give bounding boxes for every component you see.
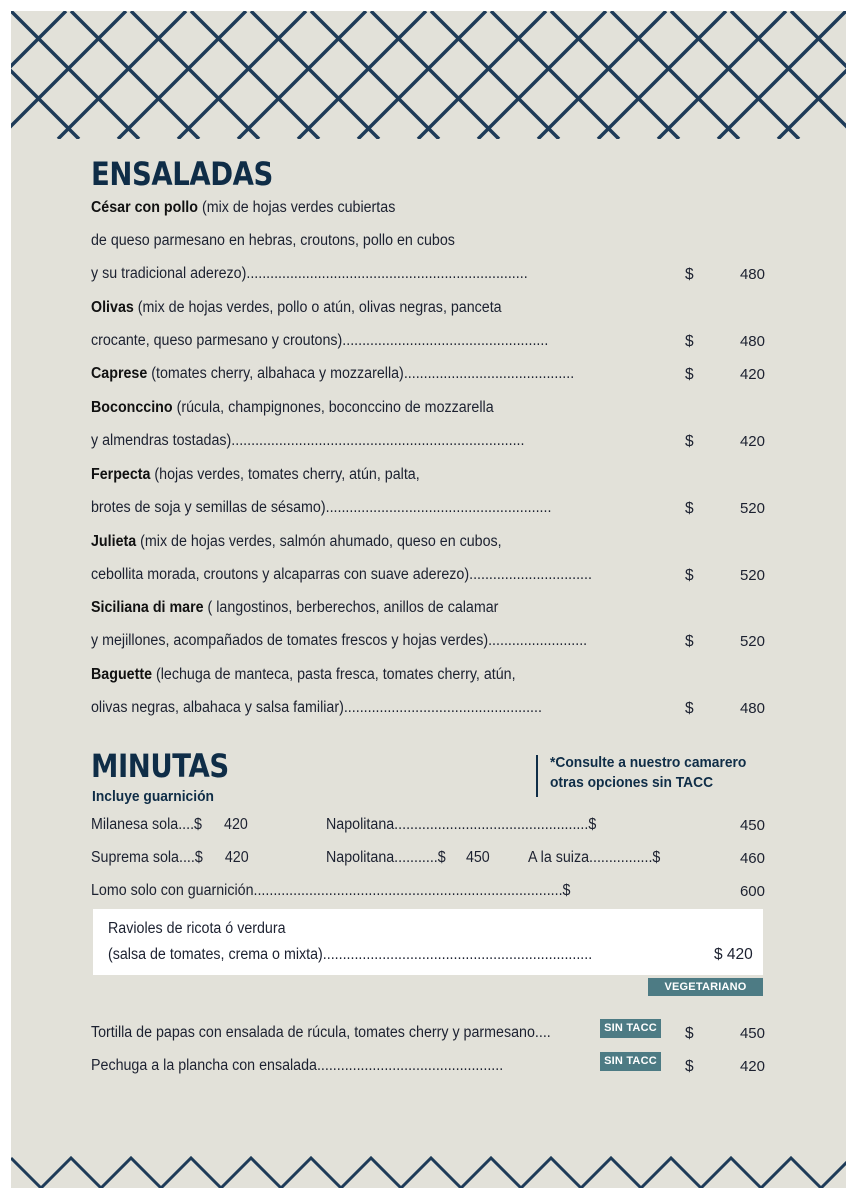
currency-symbol: $ [685,567,694,584]
currency-symbol: $ [685,500,694,517]
currency-symbol: $ [685,1025,694,1042]
menu-item-cesar: César con pollo (mix de hojas verdes cubiertas [91,199,396,216]
menu-item-siciliana: Siciliana di mare ( langostinos, berberechos, anillos de calamar [91,599,499,616]
menu-item-julieta: Julieta (mix de hojas verdes, salmón ahumado, queso en cubos, [91,533,502,550]
price-boconccino: 420 [739,433,765,450]
price-lomo: 600 [739,883,765,900]
currency-symbol: $ [685,433,694,450]
ravioles-desc: (salsa de tomates, crema o mixta).................................................................... [108,946,593,963]
note-divider [536,755,538,797]
menu-item-siciliana-line2: y mejillones, acompañados de tomates frescos y hojas verdes)......................... [91,632,588,649]
menu-item-baguette-line2: olivas negras, albahaca y salsa familiar).................................................. [91,699,542,716]
sin-tacc-item-tortilla: Tortilla de papas con ensalada de rúcula, tomates cherry y parmesano.... [91,1024,551,1041]
minuta-lomo: Lomo solo con guarnición..............................................................................$ [91,882,571,899]
menu-item-cesar-line3: y su tradicional aderezo)....................................................................... [91,265,528,282]
price-olivas: 480 [739,333,765,350]
menu-item-ferpecta-line2: brotes de soja y semillas de sésamo)......................................................... [91,499,552,516]
menu-item-julieta-line2: cebollita morada, croutons y alcaparras con suave aderezo)............................... [91,566,592,583]
currency-symbol: $ [685,366,694,383]
minuta-milanesa: Milanesa sola....$ 420 [91,816,248,833]
menu-item-baguette: Baguette (lechuga de manteca, pasta fresca, tomates cherry, atún, [91,666,516,683]
minuta-napolitana-suprema: Napolitana...........$ 450 [326,849,490,866]
price-cesar: 480 [739,266,765,283]
sin-tacc-badge: SIN TACC [600,1052,661,1071]
minutas-subtitle: Incluye guarnición [92,788,214,805]
currency-symbol: $ [685,333,694,350]
sin-tacc-note: *Consulte a nuestro camarero otras opciones sin TACC [550,754,747,791]
menu-item-caprese: Caprese (tomates cherry, albahaca y mozzarella)........................................... [91,365,575,382]
sin-tacc-item-pechuga: Pechuga a la plancha con ensalada............................................... [91,1057,504,1074]
ravioles-title: Ravioles de ricota ó verdura [108,920,286,937]
vegetariano-badge: VEGETARIANO [648,978,763,996]
price-a-la-suiza: 460 [739,850,765,867]
price-caprese: 420 [739,366,765,383]
price-siciliana: 520 [739,633,765,650]
currency-symbol: $ [685,633,694,650]
minuta-napolitana: Napolitana.................................................$ [326,816,597,833]
price-julieta: 520 [739,567,765,584]
currency-symbol: $ [685,1058,694,1075]
ravioles-box [93,909,763,975]
price-baguette: 480 [739,700,765,717]
menu-item-olivas: Olivas (mix de hojas verdes, pollo o atún, olivas negras, panceta [91,299,502,316]
sin-tacc-badge: SIN TACC [600,1019,661,1038]
price-ferpecta: 520 [739,500,765,517]
price-pechuga: 420 [739,1058,765,1075]
currency-symbol: $ [685,700,694,717]
menu-item-boconccino-line2: y almendras tostadas).......................................................................... [91,432,525,449]
section-title-ensaladas: ENSALADAS [91,155,273,193]
menu-page [11,11,846,1188]
price-ravioles: $ 420 [714,946,753,963]
menu-item-cesar-line2: de queso parmesano en hebras, croutons, pollo en cubos [91,232,455,249]
minuta-suprema: Suprema sola....$ 420 [91,849,249,866]
menu-item-ferpecta: Ferpecta (hojas verdes, tomates cherry, atún, palta, [91,466,420,483]
price-napolitana: 450 [739,817,765,834]
menu-item-boconccino: Boconccino (rúcula, champignones, boconccino de mozzarella [91,399,494,416]
price-tortilla: 450 [739,1025,765,1042]
currency-symbol: $ [685,266,694,283]
minuta-a-la-suiza: A la suiza................$ [528,849,661,866]
decorative-zigzag-bottom [11,1156,846,1188]
section-title-minutas: MINUTAS [91,747,229,785]
decorative-lattice-top [11,11,846,139]
menu-item-olivas-line2: crocante, queso parmesano y croutons).................................................... [91,332,549,349]
